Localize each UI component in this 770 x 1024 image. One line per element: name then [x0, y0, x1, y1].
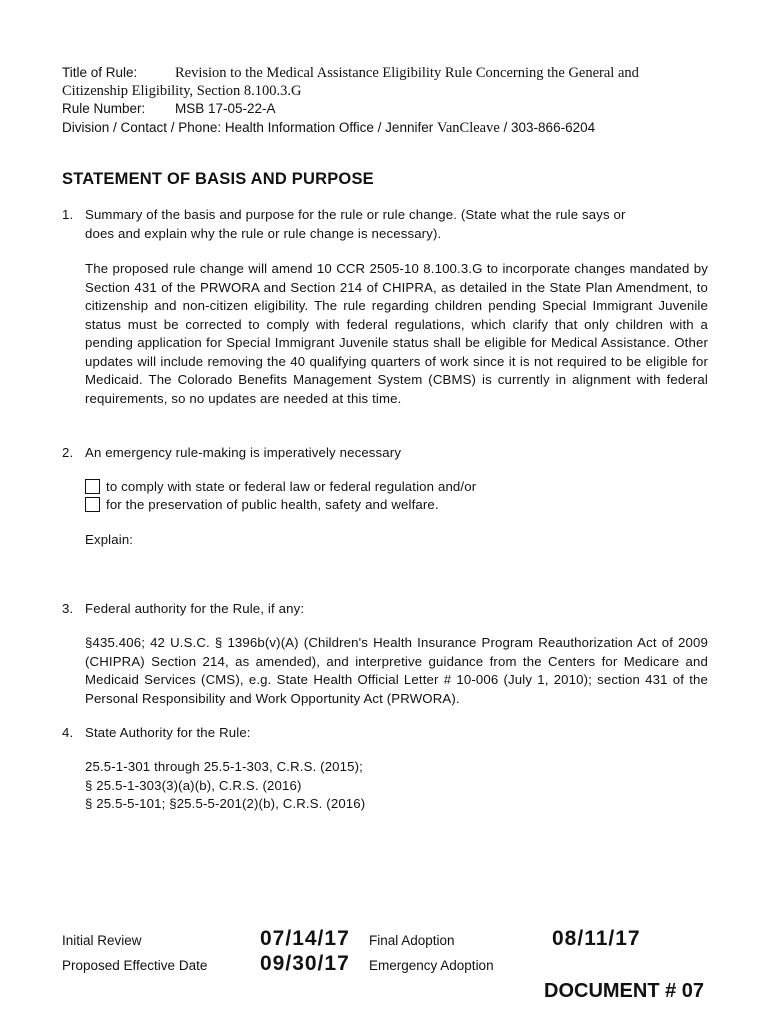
page-title: STATEMENT OF BASIS AND PURPOSE	[62, 170, 374, 188]
emergency-option-1	[85, 478, 708, 497]
section-1-prompt-line1: Summary of the basis and purpose for the rule or rule change. (State what the rule says or	[85, 207, 626, 222]
section-1-prompt	[85, 206, 708, 243]
emergency-option-2-checkbox[interactable]	[85, 497, 100, 512]
rule-number-value: MSB 17-05-22-A	[175, 101, 276, 116]
section-1-number: 1.	[62, 207, 74, 222]
final-adoption-date: 08/11/17	[552, 927, 641, 950]
section-4-number: 4.	[62, 725, 74, 740]
emergency-option-2	[85, 496, 708, 515]
division-value-b: VanCleave	[436, 120, 500, 136]
title-value: Revision to the Medical Assistance Eligibility Rule Concerning the General and	[175, 65, 639, 81]
section-4-citation-1: 25.5-1-301 through 25.5-1-303, C.R.S. (2015);	[85, 759, 363, 774]
emergency-option-2-label: for the preservation of public health, safety and welfare.	[106, 497, 439, 512]
final-adoption-label: Final Adoption	[369, 933, 455, 948]
document-number: DOCUMENT # 07	[544, 980, 705, 1002]
rule-number	[62, 100, 276, 118]
emergency-option-1-checkbox[interactable]	[85, 479, 100, 494]
division-value-c: / 303-866-6204	[499, 120, 596, 135]
section-2-explain-label: Explain:	[85, 532, 134, 547]
section-3-body: §435.406; 42 U.S.C. § 1396b(v)(A) (Children's Health Insurance Program Reauthorization Act of 2009 (CHIPRA) Section 214, as amended), and interpretive guidance from the Centers for Medicare and Medicaid Services (CMS), e.g. State Health Official Letter # 10-006 (July 1, 2010); section 431 of the Personal Responsibility and Work Opportunity Act (PRWORA).	[85, 635, 708, 706]
section-2-number: 2.	[62, 445, 74, 460]
section-3-number: 3.	[62, 601, 74, 616]
division-contact-phone	[62, 119, 722, 137]
section-3-prompt: Federal authority for the Rule, if any:	[85, 601, 305, 616]
proposed-effective-label: Proposed Effective Date	[62, 958, 208, 973]
initial-review-date: 07/14/17	[260, 927, 350, 950]
title-label: Title of Rule:	[62, 65, 138, 80]
division-value-a: Health Information Office / Jennifer	[224, 120, 437, 135]
emergency-adoption-label: Emergency Adoption	[369, 958, 494, 973]
section-4-prompt: State Authority for the Rule:	[85, 725, 251, 740]
rule-number-label: Rule Number:	[62, 101, 146, 116]
title-of-rule	[62, 64, 722, 82]
title-value-continued: Citizenship Eligibility, Section 8.100.3.G	[62, 83, 302, 99]
emergency-option-1-label: to comply with state or federal law or federal regulation and/or	[106, 479, 477, 494]
section-2-prompt: An emergency rule-making is imperatively necessary	[85, 445, 402, 460]
section-4-citation-2: § 25.5-1-303(3)(a)(b), C.R.S. (2016)	[85, 777, 302, 793]
section-1-prompt-line2: does and explain why the rule or rule change is necessary).	[85, 225, 442, 241]
section-4-citations	[85, 758, 708, 814]
section-1-body: The proposed rule change will amend 10 CCR 2505-10 8.100.3.G to incorporate changes mandated by Section 431 of the PRWORA and Section 214 of CHIPRA, as detailed in the State Plan Amendment, to citizenship and non-citizen eligibility. The rule regarding children pending Special Immigrant Juvenile status must be corrected to comply with federal regulations, which clarify that only children with a pending application for Special Immigrant Juvenile status shall be eligible for Medical Assistance. Other updates will include removing the 40 qualifying quarters of work since it is not required to be eligible for Medicaid. The Colorado Benefits Management System (CBMS) is currently in alignment with federal requirements, so no updates are needed at this time.	[85, 261, 708, 406]
division-label: Division / Contact / Phone:	[62, 120, 222, 135]
section-4-citation-3: § 25.5-5-101; §25.5-5-201(2)(b), C.R.S. (2016)	[85, 796, 366, 811]
proposed-effective-date: 09/30/17	[260, 952, 350, 975]
initial-review-label: Initial Review	[62, 933, 142, 948]
